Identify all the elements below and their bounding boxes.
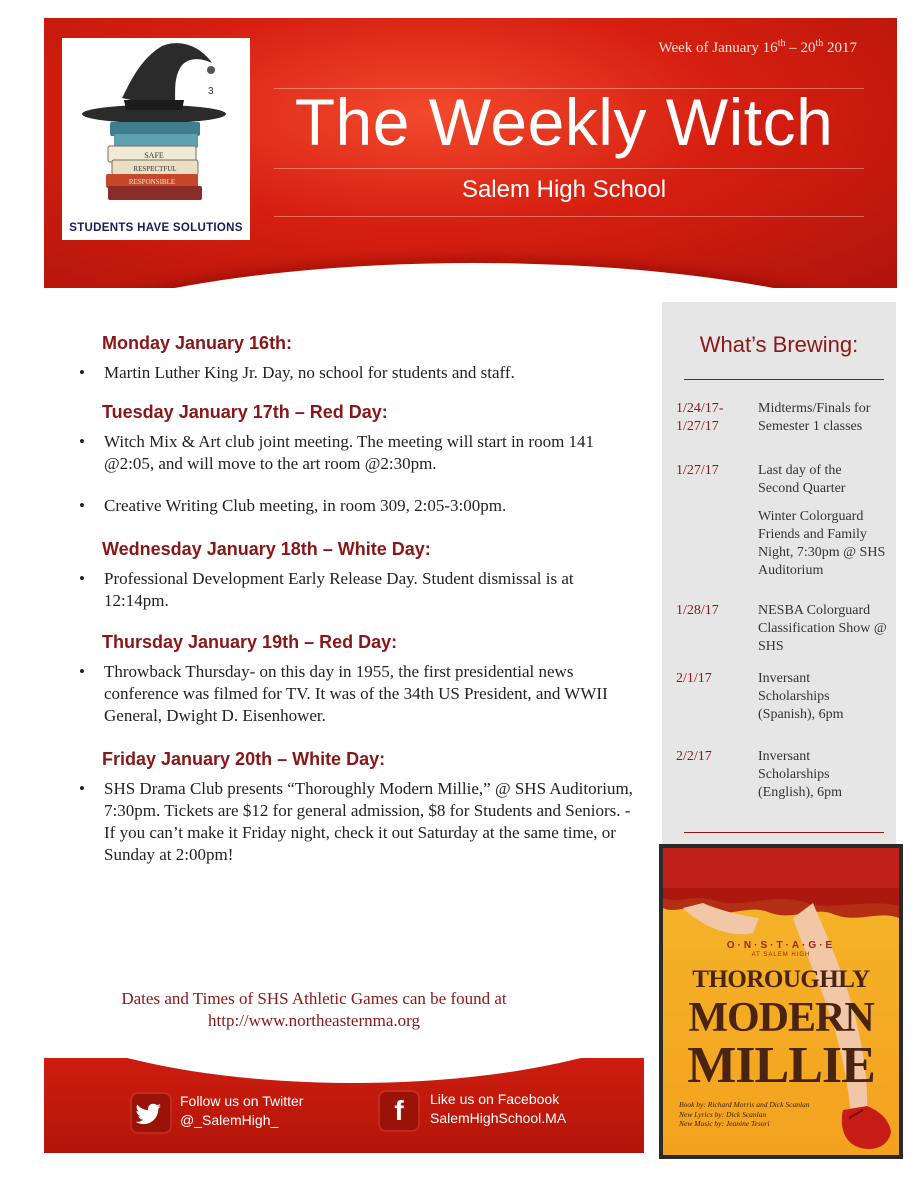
- twitter-icon[interactable]: [132, 1094, 170, 1132]
- facebook-text[interactable]: [430, 1090, 566, 1128]
- day-heading: Friday January 20th – White Day:: [102, 749, 386, 769]
- day-heading: Wednesday January 18th – White Day:: [102, 539, 431, 559]
- svg-text:3: 3: [208, 86, 214, 97]
- facebook-label: Like us on Facebook: [430, 1091, 560, 1107]
- title-rule-mid: [274, 168, 864, 169]
- facebook-icon[interactable]: f: [380, 1092, 418, 1130]
- facebook-handle: SalemHighSchool.MA: [430, 1110, 567, 1126]
- day-heading: Monday January 16th:: [102, 333, 293, 353]
- event-date: 1/24/17- 1/27/17: [676, 401, 724, 434]
- day-item: • Martin Luther King Jr. Day, no school for students and staff.: [82, 362, 642, 384]
- svg-text:RESPONSIBLE: RESPONSIBLE: [128, 178, 176, 186]
- poster-onstage: O·N·S·T·A·G·E: [726, 940, 836, 951]
- event-item: [676, 602, 891, 662]
- header-curve: [44, 263, 897, 288]
- event-date: 1/28/17: [676, 603, 719, 618]
- athletics-note: [84, 988, 544, 1032]
- svg-text:SAFE: SAFE: [144, 151, 164, 160]
- footer-curve: [44, 1058, 644, 1083]
- event-text: Inversant Scholarships (Spanish), 6pm: [758, 671, 844, 722]
- event-date: 1/27/17: [676, 463, 719, 478]
- day-item: • Throwback Thursday- on this day in 1955, the first presidential news conference was filmed for TV. It was of the 34th US President, and WWII General, Dwight D. Eisenhower.: [82, 661, 642, 727]
- sidebar-divider-top: [684, 379, 884, 380]
- title-rule-bottom: [274, 216, 864, 217]
- witch-hat-books-icon: [62, 38, 250, 218]
- event-text: Last day of the Second Quarter: [758, 463, 846, 496]
- sidebar-title: What’s Brewing:: [699, 332, 859, 357]
- day-item: • Professional Development Early Release Day. Student dismissal is at 12:14pm.: [82, 568, 642, 612]
- whats-brewing-sidebar: [662, 302, 896, 852]
- day-heading: Thursday January 19th – Red Day:: [102, 632, 398, 652]
- school-name: Salem High School: [461, 176, 667, 203]
- week-label: Week of January 16th – 20th 2017: [658, 38, 857, 56]
- twitter-label: Follow us on Twitter: [180, 1093, 304, 1109]
- event-date: 2/2/17: [676, 749, 712, 764]
- day-section: [82, 632, 642, 727]
- event-date: 2/1/17: [676, 671, 712, 686]
- event-item: [676, 508, 891, 583]
- event-item: [676, 462, 891, 502]
- day-section: [82, 402, 642, 517]
- poster-title-line2: MODERN: [688, 995, 874, 1041]
- poster-credit: New Lyrics by: Dick Scanlan: [679, 1109, 767, 1119]
- day-section: [82, 749, 642, 866]
- day-item: • Witch Mix & Art club joint meeting. The meeting will start in room 141 @2:05, and will move to the art room @2:30pm.: [82, 431, 642, 475]
- day-heading: Tuesday January 17th – Red Day:: [102, 402, 388, 422]
- header-banner: [44, 18, 897, 288]
- event-item: [676, 748, 891, 808]
- day-section: [82, 333, 642, 384]
- school-logo: [62, 38, 250, 240]
- twitter-text[interactable]: [180, 1092, 303, 1130]
- event-item: [676, 400, 891, 440]
- newsletter-title: The Weekly Witch: [294, 85, 834, 159]
- poster-credit: New Music by: Jeanine Tesori: [679, 1119, 770, 1128]
- event-text: NESBA Colorguard Classification Show @ SHS: [758, 603, 887, 654]
- poster-credit: Book by: Richard Morris and Dick Scanlan: [679, 1100, 810, 1109]
- athletics-line: Dates and Times of SHS Athletic Games can be found at: [121, 989, 507, 1008]
- poster-title-line3: MILLIE: [687, 1037, 875, 1094]
- poster-onstage-sub: AT SALEM HIGH: [751, 952, 811, 958]
- day-item: • Creative Writing Club meeting, in room 309, 2:05-3:00pm.: [82, 495, 642, 517]
- athletics-link[interactable]: http://www.northeasternma.org: [208, 1011, 420, 1030]
- newsletter-page: [44, 18, 897, 1153]
- sidebar-divider-bottom: [684, 832, 884, 833]
- event-text: Winter Colorguard Friends and Family Night, 7:30pm @ SHS Auditorium: [758, 509, 886, 578]
- poster-credits: [679, 1100, 819, 1129]
- social-footer: [44, 1058, 644, 1153]
- poster-artwork: [663, 848, 899, 1155]
- twitter-handle: @_SalemHigh_: [180, 1112, 279, 1128]
- daily-schedule: [82, 333, 642, 880]
- logo-tagline: STUDENTS HAVE SOLUTIONS: [69, 222, 243, 234]
- day-section: [82, 539, 642, 612]
- event-item: [676, 670, 891, 730]
- day-item: • SHS Drama Club presents “Thoroughly Modern Millie,” @ SHS Auditorium, 7:30pm. Tickets are $12 for general admission, $8 for Students and Seniors. - If you can’t make it Friday night, check it out Saturday at the same time, or Sunday at 2:00pm!: [82, 778, 642, 866]
- millie-poster: [659, 844, 903, 1159]
- event-text: Midterms/Finals for Semester 1 classes: [758, 401, 871, 434]
- poster-title-line1: THOROUGHLY: [692, 966, 870, 993]
- event-text: Inversant Scholarships (English), 6pm: [758, 749, 842, 800]
- svg-text:RESPECTFUL: RESPECTFUL: [133, 165, 177, 173]
